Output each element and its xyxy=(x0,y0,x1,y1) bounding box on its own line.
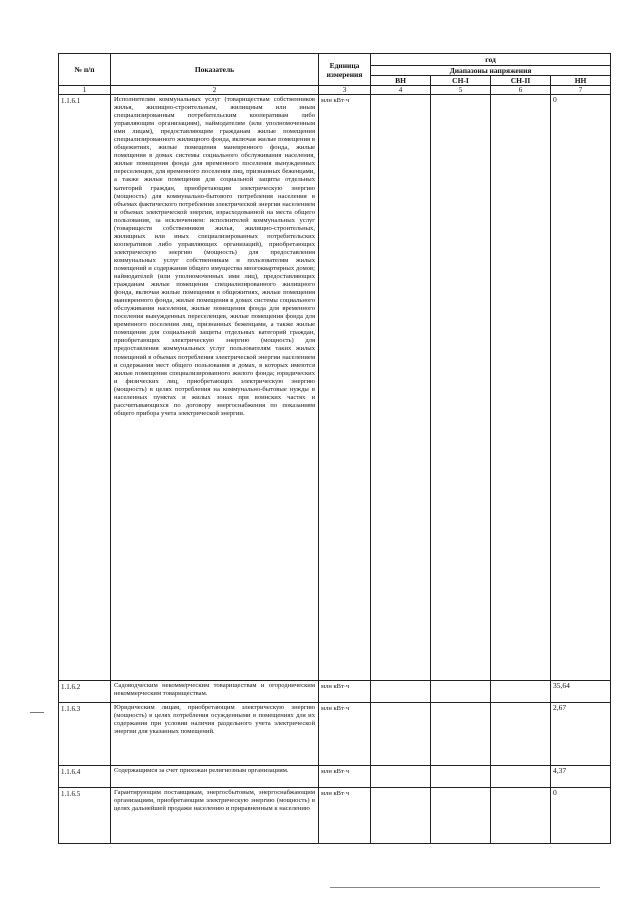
balance-table xyxy=(58,53,611,844)
row-sn1 xyxy=(431,766,491,788)
row-nn-value: 0 xyxy=(553,95,557,104)
table-row xyxy=(59,681,611,703)
row-sn2 xyxy=(491,766,551,788)
row-sn1 xyxy=(431,681,491,703)
table-row xyxy=(59,766,611,788)
row-vn xyxy=(371,788,431,844)
header-unit xyxy=(319,54,371,86)
row-vn xyxy=(371,95,431,681)
row-unit: млн кВт·ч xyxy=(319,95,371,681)
column-number: 1 xyxy=(59,86,111,95)
table-row xyxy=(59,95,611,681)
row-unit: млн кВт·ч xyxy=(319,766,371,788)
column-number: 7 xyxy=(551,86,611,95)
row-nn xyxy=(551,95,611,681)
row-indicator: Содержащимся за счет прихожан религиозным организациям. xyxy=(111,766,319,788)
header-year: год xyxy=(371,54,611,66)
row-nn-value: 0 xyxy=(553,788,557,797)
row-nn-value: 4,37 xyxy=(553,766,567,775)
table-row xyxy=(59,703,611,766)
header-unit-line2: измерения xyxy=(326,69,363,79)
row-sn2 xyxy=(491,788,551,844)
row-nn xyxy=(551,788,611,844)
row-sn1 xyxy=(431,703,491,766)
row-code: 1.1.6.1 xyxy=(59,95,111,681)
column-number: 5 xyxy=(431,86,491,95)
header-unit-line1: Единица xyxy=(329,60,360,70)
margin-mark xyxy=(30,712,44,713)
column-number: 6 xyxy=(491,86,551,95)
header-vn: ВН xyxy=(371,76,431,86)
header-sn1: СН-I xyxy=(431,76,491,86)
row-code: 1.1.6.3 xyxy=(59,703,111,766)
row-sn1 xyxy=(431,788,491,844)
header-indicator: Показатель xyxy=(111,54,319,86)
row-nn xyxy=(551,703,611,766)
row-sn2 xyxy=(491,703,551,766)
footer-rule xyxy=(330,887,600,888)
header-sn2: СН-II xyxy=(491,76,551,86)
row-nn xyxy=(551,766,611,788)
row-indicator: Садоводческим некоммерческим товариществам и огородническим некоммерческим товариществам. xyxy=(111,681,319,703)
column-number: 4 xyxy=(371,86,431,95)
table-row xyxy=(59,788,611,844)
header-nn: НН xyxy=(551,76,611,86)
row-indicator: Исполнителям коммунальных услуг (товариществам собственников жилья, жилищно-строительным, жилищным или иным специализированным потребительским кооперативам либо управляющим организациям), наймодателям (или уполномоченным ими лицам), предоставляющим гражданам жилые помещения специализированного жилищного фонда, включая жилые помещения в общежитиях, жилые помещения маневренного фонда, жилые помещения в домах системы социального обслуживания населения, жилые помещения фонда для временного поселения вынужденных переселенцев, для временного поселения лиц, признанных беженцами, а также жилые помещения для социальной защиты отдельных категорий граждан, приобретающим электрическую энергию (мощность) для коммунально-бытового потребления населения в объемах фактического потребления электрической энергии населением и объемах электрической энергии, израсходованной на места общего пользования, за исключением: исполнителей коммунальных услуг (товариществ собственников жилья, жилищно-строительных, жилищных или иных специализированных потребительских кооперативов либо управляющих организаций), приобретающих электрическую энергию (мощность) для предоставления коммунальных услуг собственникам и пользователям жилых помещений и содержания общего имущества многоквартирных домов; наймодателей (или уполномоченных ими лиц), предоставляющих гражданам жилые помещения специализированного жилищного фонда, включая жилые помещения в общежитиях, жилые помещения маневренного фонда, жилые помещения в домах системы социального обслуживания населения, жилые помещения фонда для временного поселения вынужденных переселенцев, жилые помещения фонда для временного поселения лиц, признанных беженцами, а также жилые помещения для социальной защиты отдельных категорий граждан, приобретающих электрическую энергию (мощность) для предоставления коммунальных услуг пользователям таких жилых помещений в объемах потребления электрической энергии населением и содержания мест общего пользования в домах, в которых имеются жилые помещения специализированного жилого фонда; юридических и физических лиц, приобретающих электрическую энергию (мощность) в целях потребления на коммунально-бытовые нужды в населенных пунктах и жилых зонах при воинских частях и рассчитывающихся по договору энергоснабжения по показаниям общего прибора учета электрической энергии. xyxy=(111,95,319,681)
row-sn2 xyxy=(491,681,551,703)
row-sn1 xyxy=(431,95,491,681)
row-indicator: Юридическим лицам, приобретающим электрическую энергию (мощность) в целях потребления осужденными в помещениях для их содержания при условии наличия раздельного учета электрической энергии для указанных помещений. xyxy=(111,703,319,766)
row-unit: млн кВт·ч xyxy=(319,681,371,703)
row-unit: млн кВт·ч xyxy=(319,703,371,766)
row-nn-value: 35,64 xyxy=(553,681,570,690)
row-nn-value: 2,67 xyxy=(553,703,567,712)
row-code: 1.1.6.5 xyxy=(59,788,111,844)
row-vn xyxy=(371,703,431,766)
row-unit: млн кВт·ч xyxy=(319,788,371,844)
row-indicator: Гарантирующим поставщикам, энергосбытовым, энергоснабжающим организациям, приобретающим электрическую энергию (мощность) в целях дальнейшей продажи населению и приравненным к населению xyxy=(111,788,319,844)
column-number: 3 xyxy=(319,86,371,95)
row-code: 1.1.6.4 xyxy=(59,766,111,788)
header-num: № п/п xyxy=(59,54,111,86)
row-sn2 xyxy=(491,95,551,681)
header-ranges: Диапазоны напряжения xyxy=(371,66,611,76)
row-vn xyxy=(371,766,431,788)
row-nn xyxy=(551,681,611,703)
row-vn xyxy=(371,681,431,703)
row-code: 1.1.6.2 xyxy=(59,681,111,703)
column-number: 2 xyxy=(111,86,319,95)
